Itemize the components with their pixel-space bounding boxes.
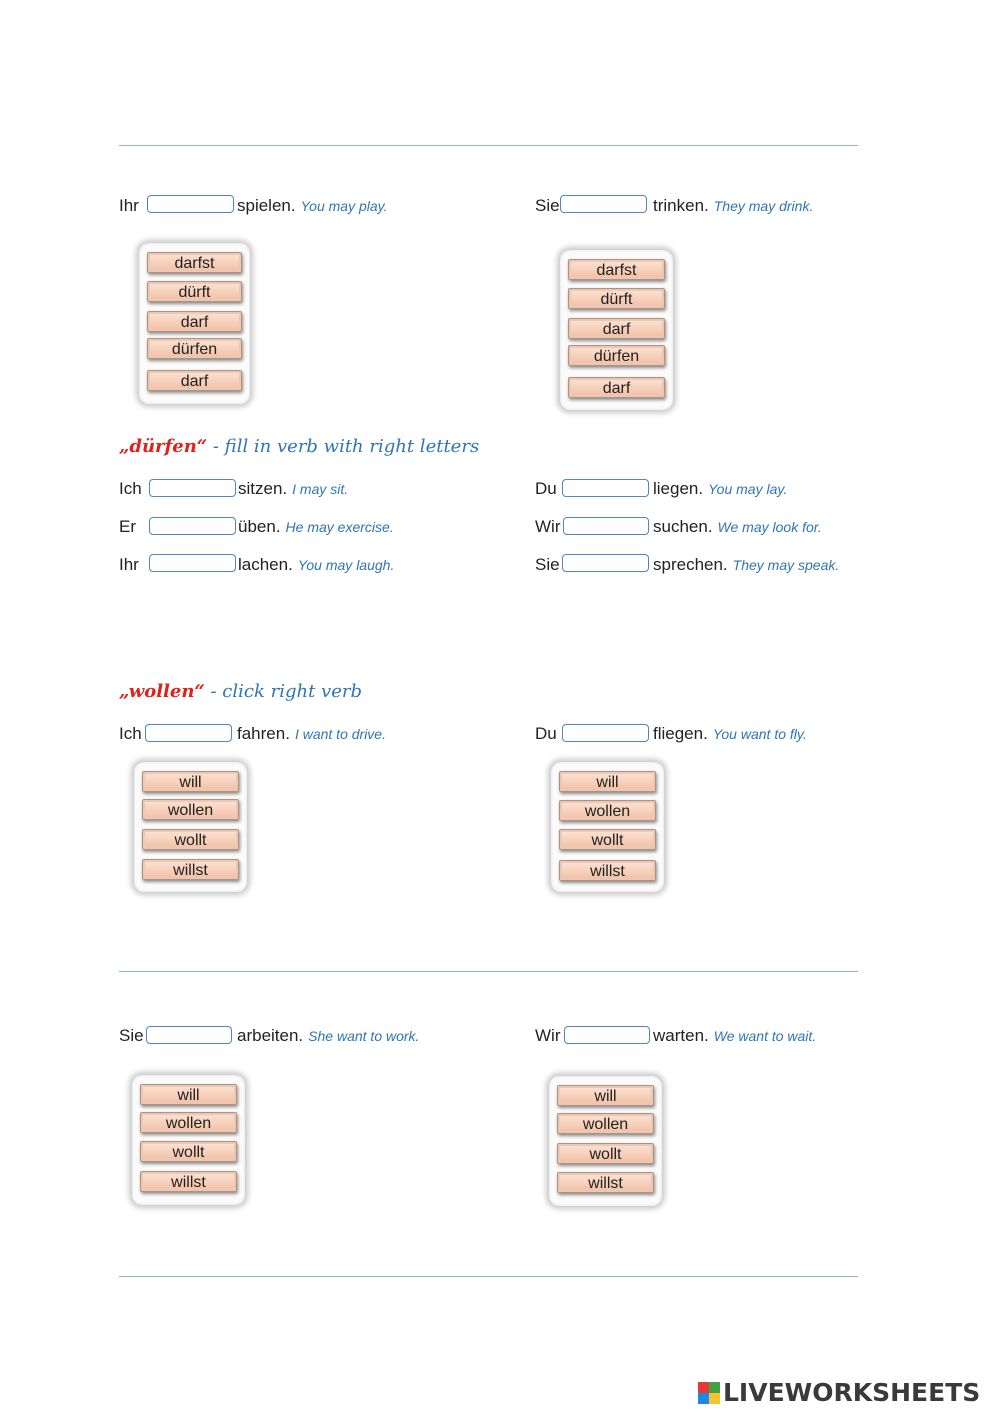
- verb: liegen.: [653, 479, 704, 498]
- logo-square-blue: [698, 1393, 709, 1404]
- option-button[interactable]: dürfen: [147, 338, 242, 359]
- answer-blank[interactable]: [562, 554, 649, 572]
- option-button[interactable]: will: [142, 771, 239, 792]
- logo-square-red: [698, 1382, 709, 1393]
- option-button[interactable]: willst: [140, 1171, 237, 1192]
- exercise-row-ihr-lachen: [119, 552, 419, 578]
- option-button[interactable]: wollt: [142, 829, 239, 850]
- option-button[interactable]: wollen: [559, 800, 656, 821]
- heading-instruction: - fill in verb with right letters: [207, 436, 480, 457]
- exercise-row-er-uben: [119, 514, 419, 540]
- verb-with-translation: [237, 196, 388, 216]
- verb-with-translation: [238, 479, 348, 499]
- verb-with-translation: [653, 479, 787, 499]
- answer-blank[interactable]: [560, 195, 647, 213]
- option-button[interactable]: dürfen: [568, 345, 665, 366]
- exercise-row-sie-sprechen: [535, 552, 855, 578]
- answer-blank[interactable]: [562, 724, 649, 742]
- verb-with-translation: [237, 724, 386, 744]
- subject: Er: [119, 517, 136, 536]
- verb-with-translation: [653, 1026, 816, 1046]
- subject: Du: [535, 479, 557, 498]
- subject: Ich: [119, 479, 142, 498]
- verb-with-translation: [653, 555, 839, 575]
- exercise-row-ich-sitzen: [119, 476, 419, 502]
- answer-blank[interactable]: [564, 1026, 650, 1044]
- verb: warten.: [653, 1026, 709, 1045]
- exercise-row-wir-suchen: [535, 514, 855, 540]
- exercise-row-du-fliegen: [535, 721, 855, 747]
- translation: They may speak.: [732, 557, 840, 573]
- divider-middle: [119, 971, 858, 972]
- verb-with-translation: [653, 517, 822, 537]
- option-button[interactable]: dürft: [568, 288, 665, 309]
- verb-with-translation: [237, 1026, 419, 1046]
- option-button[interactable]: darf: [568, 377, 665, 398]
- translation: They may drink.: [713, 198, 814, 214]
- subject: Ihr: [119, 196, 139, 215]
- exercise-row-sie-arbeiten: [119, 1023, 439, 1049]
- exercise-row-sie-trinken: [535, 193, 855, 219]
- subject: Du: [535, 724, 557, 743]
- exercise-row-ihr-spielen: [119, 193, 419, 219]
- option-button[interactable]: will: [140, 1084, 237, 1105]
- verb-with-translation: [653, 196, 813, 216]
- option-button[interactable]: wollen: [140, 1112, 237, 1133]
- option-button[interactable]: willst: [142, 859, 239, 880]
- divider-bottom: [119, 1276, 858, 1277]
- subject: Sie: [119, 1026, 144, 1045]
- subject: Wir: [535, 1026, 561, 1045]
- heading-keyword: „wollen“: [119, 681, 205, 702]
- option-button[interactable]: darf: [147, 311, 242, 332]
- answer-blank[interactable]: [147, 195, 234, 213]
- verb: suchen.: [653, 517, 713, 536]
- option-button[interactable]: will: [557, 1085, 654, 1106]
- logo-square-green: [709, 1382, 720, 1393]
- subject: Sie: [535, 196, 560, 215]
- subject: Sie: [535, 555, 560, 574]
- answer-blank[interactable]: [149, 554, 236, 572]
- translation: I want to drive.: [294, 726, 386, 742]
- option-button[interactable]: darfst: [147, 252, 242, 273]
- translation: You want to fly.: [712, 726, 807, 742]
- option-button[interactable]: willst: [557, 1172, 654, 1193]
- exercise-row-du-liegen: [535, 476, 855, 502]
- translation: We may look for.: [717, 519, 822, 535]
- option-group: [139, 243, 250, 404]
- subject: Ich: [119, 724, 142, 743]
- option-button[interactable]: willst: [559, 860, 656, 881]
- option-button[interactable]: darf: [147, 370, 242, 391]
- option-group: [549, 1076, 662, 1206]
- option-button[interactable]: wollt: [140, 1141, 237, 1162]
- exercise-row-wir-warten: [535, 1023, 855, 1049]
- verb: üben.: [238, 517, 281, 536]
- section-heading-wollen: [119, 681, 362, 702]
- option-group: [134, 762, 247, 892]
- option-button[interactable]: wollt: [559, 829, 656, 850]
- answer-blank[interactable]: [145, 724, 232, 742]
- option-group: [551, 762, 664, 892]
- translation: You may lay.: [708, 481, 788, 497]
- exercise-row-ich-fahren: [119, 721, 419, 747]
- verb-with-translation: [653, 724, 807, 744]
- verb-with-translation: [238, 517, 394, 537]
- heading-keyword: „dürfen“: [119, 436, 208, 457]
- verb: fliegen.: [653, 724, 708, 743]
- verb: sprechen.: [653, 555, 728, 574]
- subject: Wir: [535, 517, 561, 536]
- logo-square-yellow: [709, 1393, 720, 1404]
- option-group: [560, 250, 673, 410]
- logo-mark-icon: [698, 1382, 720, 1404]
- translation: You may play.: [300, 198, 388, 214]
- logo-text: LIVEWORKSHEETS: [723, 1378, 981, 1407]
- option-button[interactable]: wollt: [557, 1143, 654, 1164]
- option-button[interactable]: darf: [568, 318, 665, 339]
- subject: Ihr: [119, 555, 139, 574]
- answer-blank[interactable]: [563, 517, 649, 535]
- translation: She want to work.: [308, 1028, 420, 1044]
- answer-blank[interactable]: [149, 517, 236, 535]
- answer-blank[interactable]: [149, 479, 236, 497]
- option-button[interactable]: wollen: [557, 1113, 654, 1134]
- option-button[interactable]: darfst: [568, 259, 665, 280]
- verb: trinken.: [653, 196, 709, 215]
- verb-with-translation: [238, 555, 394, 575]
- verb: fahren.: [237, 724, 290, 743]
- option-button[interactable]: wollen: [142, 799, 239, 820]
- answer-blank[interactable]: [146, 1026, 232, 1044]
- divider-top: [119, 145, 858, 146]
- heading-instruction: - click right verb: [204, 681, 362, 702]
- verb: lachen.: [238, 555, 293, 574]
- translation: I may sit.: [292, 481, 349, 497]
- verb: spielen.: [237, 196, 296, 215]
- verb: arbeiten.: [237, 1026, 304, 1045]
- section-heading-durfen: [119, 436, 479, 457]
- option-group: [132, 1075, 245, 1205]
- translation: We want to wait.: [713, 1028, 817, 1044]
- option-button[interactable]: dürft: [147, 281, 242, 302]
- verb: sitzen.: [238, 479, 288, 498]
- option-button[interactable]: will: [559, 771, 656, 792]
- answer-blank[interactable]: [562, 479, 649, 497]
- translation: You may laugh.: [297, 557, 395, 573]
- translation: He may exercise.: [285, 519, 394, 535]
- liveworksheets-logo: [698, 1378, 980, 1407]
